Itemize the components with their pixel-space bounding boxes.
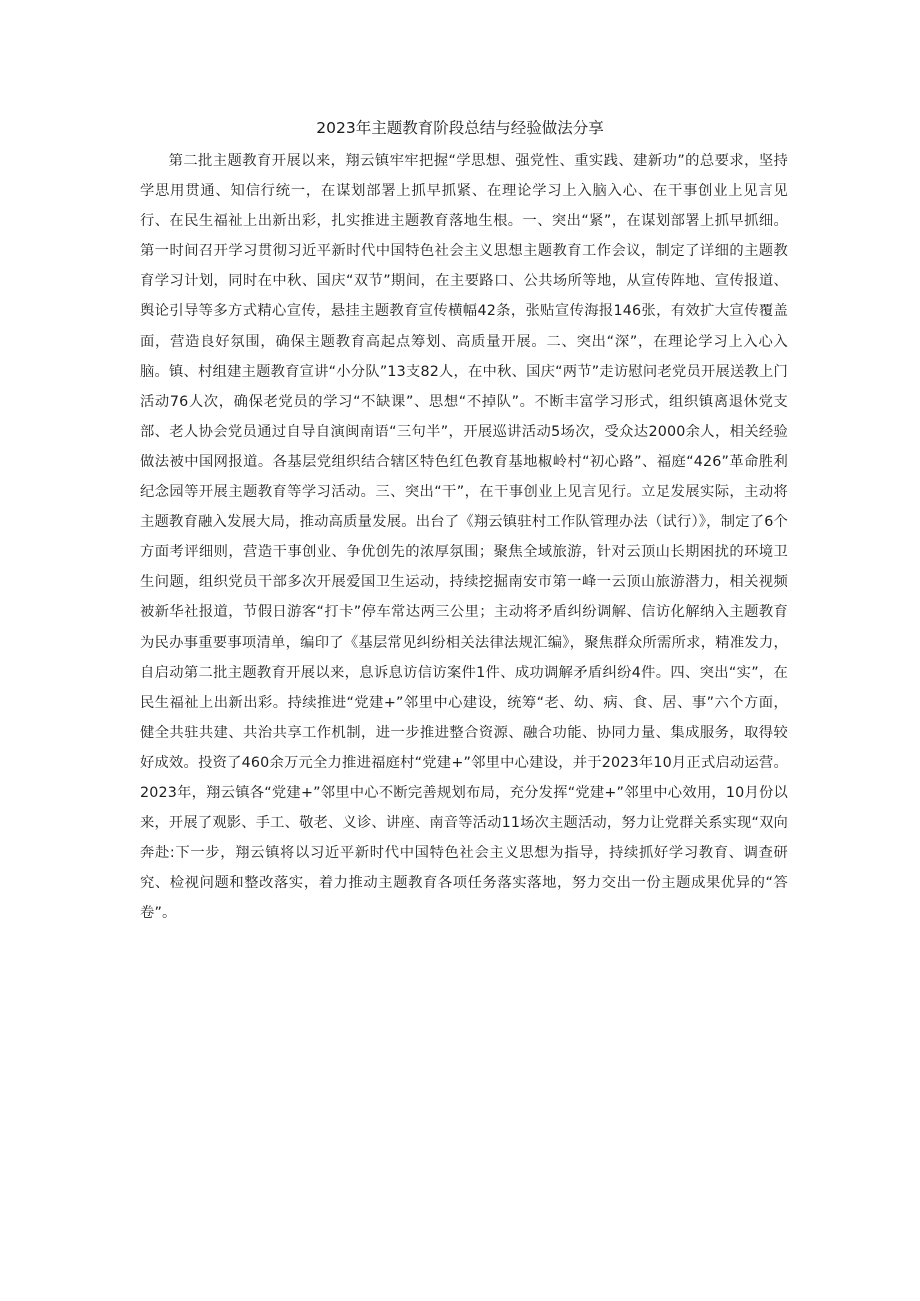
document-body-paragraph: 第二批主题教育开展以来，翔云镇牢牢把握“学思想、强党性、重实践、建新功”的总要求，坚持学思用贯通、知信行统一，在谋划部署上抓早抓紧、在理论学习上入脑入心、在干事创业上见言见行、在民生福祉上出新出彩，扎实推进主题教育落地生根。一、突出“紧”，在谋划部署上抓早抓细。第一时间召开学习贯彻习近平新时代中国特色社会主义思想主题教育工作会议，制定了详细的主题教育学习计划，同时在中秋、国庆“双节”期间，在主要路口、公共场所等地，从宣传阵地、宣传报道、舆论引导等多方式精心宣传，悬挂主题教育宣传横幅42条，张贴宣传海报146张，有效扩大宣传覆盖面，营造良好氛围，确保主题教育高起点筹划、高质量开展。二、突出“深”，在理论学习上入心入脑。镇、村组建主题教育宣讲“小分队”13支82人，在中秋、国庆“两节”走访慰问老党员开展送教上门活动76人次，确保老党员的学习“不缺课”、思想“不掉队”。不断丰富学习形式，组织镇离退休党支部、老人协会党员通过自导自演闽南语“三句半”，开展巡讲活动5场次，受众达2000余人，相关经验做法被中国网报道。各基层党组织结合辖区特色红色教育基地椒岭村“初心路”、福庭“426”革命胜利纪念园等开展主题教育等学习活动。三、突出“干”，在干事创业上见言见行。立足发展实际，主动将主题教育融入发展大局，推动高质量发展。出台了《翔云镇驻村工作队管理办法（试行）》，制定了6个方面考评细则，营造干事创业、争优创先的浓厚氛围；聚焦全域旅游，针对云顶山长期困扰的环境卫生问题，组织党员干部多次开展爱国卫生运动，持续挖掘南安市第一峰一云顶山旅游潜力，相关视频被新华社报道，节假日游客“打卡”停车常达两三公里；主动将矛盾纠纷调解、信访化解纳入主题教育为民办事重要事项清单，编印了《基层常见纠纷相关法律法规汇编》，聚焦群众所需所求，精准发力，自启动第二批主题教育开展以来，息诉息访信访案件1件、成功调解矛盾纠纷4件。四、突出“实”，在民生福祉上出新出彩。持续推进“党建+”邻里中心建设，统筹“老、幼、病、食、居、事”六个方面，健全共驻共建、共治共享工作机制，进一步推进整合资源、融合功能、协同力量、集成服务，取得较好成效。投资了460余万元全力推进福庭村“党建+”邻里中心建设，并于2023年10月正式启动运营。2023年，翔云镇各“党建+”邻里中心不断完善规划布局，充分发挥“党建+”邻里中心效用，10月份以来，开展了观影、手工、敬老、义诊、讲座、南音等活动11场次主题活动，努力让党群关系实现“双向奔赴:下一步，翔云镇将以习近平新时代中国特色社会主义思想为指导，持续抓好学习教育、调查研究、检视问题和整改落实，着力推动主题教育各项任务落实落地，努力交出一份主题成果优异的“答卷”。 [140, 153, 788, 922]
document-title: 2023年主题教育阶段总结与经验做法分享 [316, 119, 604, 137]
